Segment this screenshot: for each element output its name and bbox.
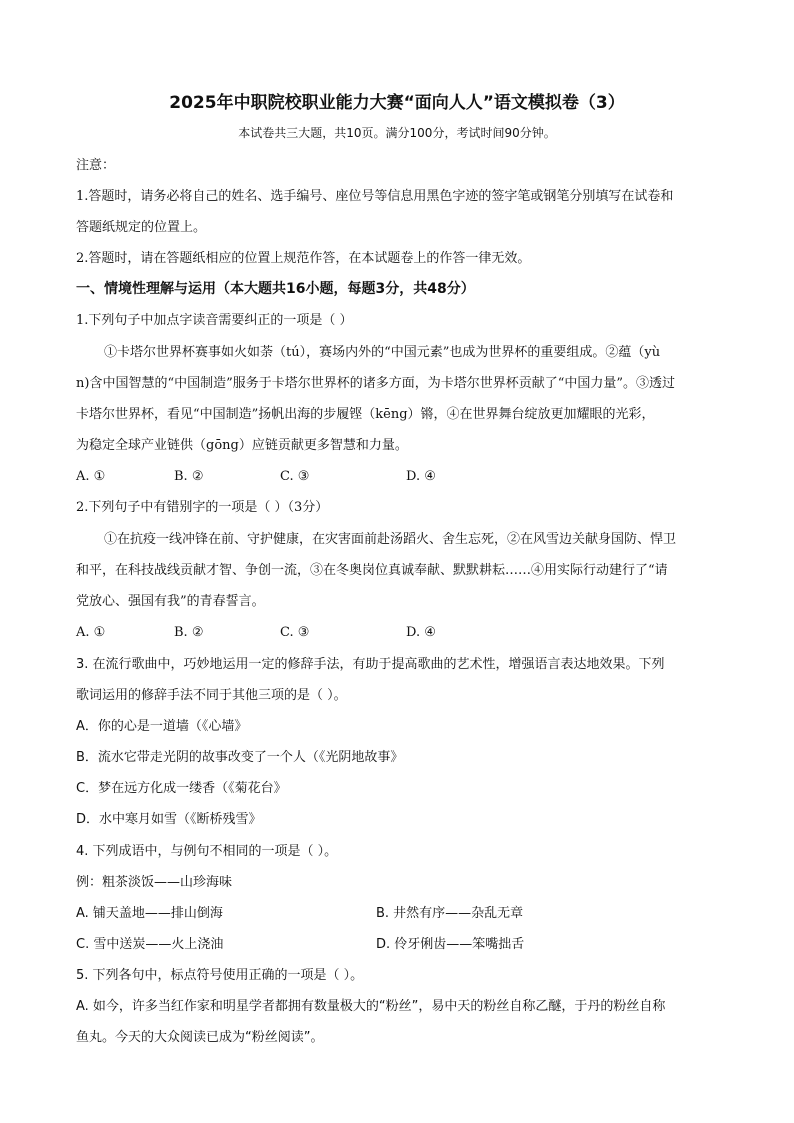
option-b[interactable]: B. ② xyxy=(174,469,204,484)
question-4-option-c[interactable]: C. 雪中送炭——火上浇油 xyxy=(76,937,224,952)
question-4-example: 例：粗茶淡饭——山珍海味 xyxy=(76,875,233,890)
option-d[interactable]: D. ④ xyxy=(406,469,436,484)
question-1-passage-line: ①卡塔尔世界杯赛事如火如荼（tú），赛场内外的“中国元素”也成为世界杯的重要组成。②蕴（yù xyxy=(104,345,661,360)
question-3-option-c[interactable]: C．梦在远方化成一缕香（《菊花台》 xyxy=(76,781,287,796)
question-2-stem: 2.下列句子中有错别字的一项是（ ）（3分） xyxy=(76,500,329,515)
question-3-stem: 3. 在流行歌曲中，巧妙地运用一定的修辞手法，有助于提高歌曲的艺术性，增强语言表达地效果。下列 xyxy=(76,657,665,672)
question-2-options xyxy=(76,625,720,641)
question-2-passage-line: 党放心、强国有我”的青春誓言。 xyxy=(76,594,265,609)
question-3-option-d[interactable]: D．水中寒月如雪（《断桥残雪》 xyxy=(76,812,262,827)
question-4-option-b[interactable]: B. 井然有序——杂乱无章 xyxy=(376,906,524,921)
question-5-stem: 5. 下列各句中，标点符号使用正确的一项是（ ）。 xyxy=(76,968,364,983)
notice-item-1: 1.答题时，请务必将自己的姓名、选手编号、座位号等信息用黑色字迹的签字笔或钢笔分别填写在试卷和 xyxy=(76,189,674,204)
question-1-passage-line: n)含中国智慧的“中国制造”服务于卡塔尔世界杯的诸多方面，为卡塔尔世界杯贡献了“中国力量”。③透过 xyxy=(76,376,676,391)
question-1-passage-line: 卡塔尔世界杯，看见“中国制造”扬帆出海的步履铿（kēng）锵，④在世界舞台绽放更加耀眼的光彩， xyxy=(76,407,655,422)
page-title: 2025年中职院校职业能力大赛“面向人人”语文模拟卷（3） xyxy=(169,93,625,113)
question-3-option-b[interactable]: B．流水它带走光阴的故事改变了一个人（《光阴地故事》 xyxy=(76,750,404,765)
question-4-stem: 4. 下列成语中，与例句不相同的一项是（ ）。 xyxy=(76,844,338,859)
option-c[interactable]: C. ③ xyxy=(280,469,310,484)
section-1-heading: 一、情境性理解与运用（本大题共16小题，每题3分，共48分） xyxy=(76,281,475,297)
question-2-passage-line: ①在抗疫一线冲锋在前、守护健康，在灾害面前赴汤蹈火、舍生忘死，②在风雪边关献身国防、悍卫 xyxy=(104,532,677,547)
question-1-passage-line: 为稳定全球产业链供（gōng）应链贡献更多智慧和力量。 xyxy=(76,438,408,453)
option-b[interactable]: B. ② xyxy=(174,625,204,640)
question-4-option-d[interactable]: D. 伶牙俐齿——笨嘴拙舌 xyxy=(376,937,525,952)
question-5-option-a-cont: 鱼丸。今天的大众阅读已成为“粉丝阅读”。 xyxy=(76,1030,324,1045)
notice-label: 注意： xyxy=(76,158,116,173)
option-a[interactable]: A. ① xyxy=(76,625,106,640)
notice-item-2: 2.答题时，请在答题纸相应的位置上规范作答，在本试题卷上的作答一律无效。 xyxy=(76,251,531,266)
option-c[interactable]: C. ③ xyxy=(280,625,310,640)
option-d[interactable]: D. ④ xyxy=(406,625,436,640)
question-3-stem-cont: 歌词运用的修辞手法不同于其他三项的是（ ）。 xyxy=(76,688,347,703)
question-2-passage-line: 和平，在科技战线贡献才智、争创一流，③在冬奥岗位真诚奉献、默默耕耘……④用实际行动建行了“请 xyxy=(76,563,668,578)
question-1-options xyxy=(76,469,720,485)
exam-info: 本试卷共三大题，共10页。满分100分，考试时间90分钟。 xyxy=(238,126,556,140)
notice-item-1-cont: 答题纸规定的位置上。 xyxy=(76,220,207,235)
option-a[interactable]: A. ① xyxy=(76,469,106,484)
question-1-stem: 1.下列句子中加点字读音需要纠正的一项是（ ） xyxy=(76,313,353,328)
question-3-option-a[interactable]: A．你的心是一道墙（《心墙》 xyxy=(76,719,248,734)
question-4-option-a[interactable]: A. 铺天盖地——排山倒海 xyxy=(76,906,223,921)
question-5-option-a[interactable]: A. 如今，许多当红作家和明星学者都拥有数量极大的“粉丝”，易中天的粉丝自称乙醚，于丹的粉丝自称 xyxy=(76,999,666,1014)
